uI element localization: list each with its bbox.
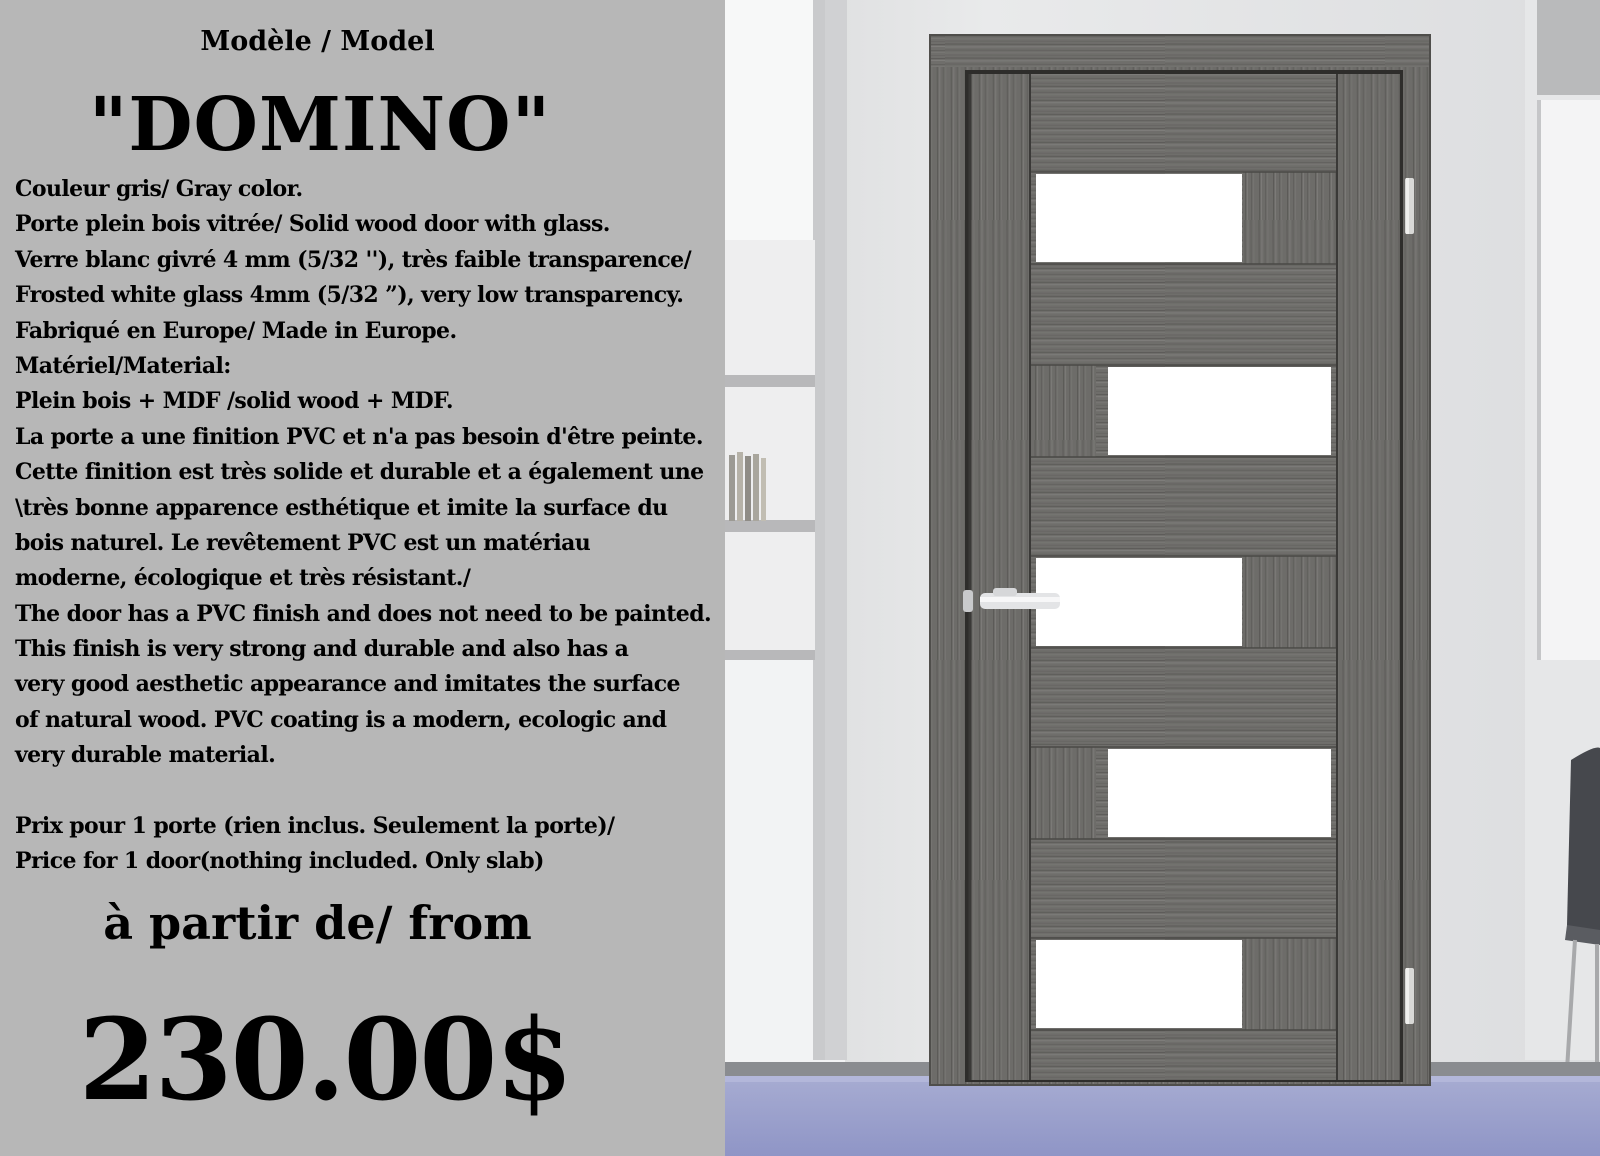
description-line: moderne, écologique et très résistant./ <box>15 565 471 592</box>
description-line: very good aesthetic appearance and imitates the surface <box>15 671 680 698</box>
description-line: bois naturel. Le revêtement PVC est un matériau <box>15 529 591 556</box>
description-line: Fabriqué en Europe/ Made in Europe. <box>15 317 457 344</box>
description-line: This finish is very strong and durable and also has a <box>15 636 629 663</box>
description-line: Porte plein bois vitrée/ Solid wood door with glass. <box>15 211 610 238</box>
description-line: Plein bois + MDF /solid wood + MDF. <box>15 388 453 415</box>
price-note-line: Price for 1 door(nothing included. Only slab) <box>15 848 544 875</box>
model-name: "DOMINO" <box>88 82 552 168</box>
price-note-line: Prix pour 1 porte (rien inclus. Seulement la porte)/ <box>15 813 615 840</box>
description-line: The door has a PVC finish and does not need to be painted. <box>15 600 712 627</box>
description-line: La porte a une finition PVC et n'a pas besoin d'être peinte. <box>15 423 703 450</box>
description-line: Verre blanc givré 4 mm (5/32 ''), très faible transparence/ <box>15 246 692 273</box>
model-label: Modèle / Model <box>200 26 435 57</box>
from-label: à partir de/ from <box>103 896 532 950</box>
price: 230.00$ <box>78 995 572 1126</box>
description-line: Frosted white glass 4mm (5/32 ”), very low transparency. <box>15 282 684 309</box>
description-line: Matériel/Material: <box>15 352 231 379</box>
product-info-panel <box>0 0 725 1156</box>
product-description <box>15 172 725 880</box>
description-line: of natural wood. PVC coating is a modern, ecologic and <box>15 706 667 733</box>
description-line: \très bonne apparence esthétique et imite la surface du <box>15 494 668 521</box>
description-line: Couleur gris/ Gray color. <box>15 176 303 202</box>
description-spacer <box>15 774 725 809</box>
description-line: Cette finition est très solide et durable et a également une <box>15 459 704 486</box>
door-photo <box>725 0 1600 1156</box>
description-line: very durable material. <box>15 742 276 769</box>
